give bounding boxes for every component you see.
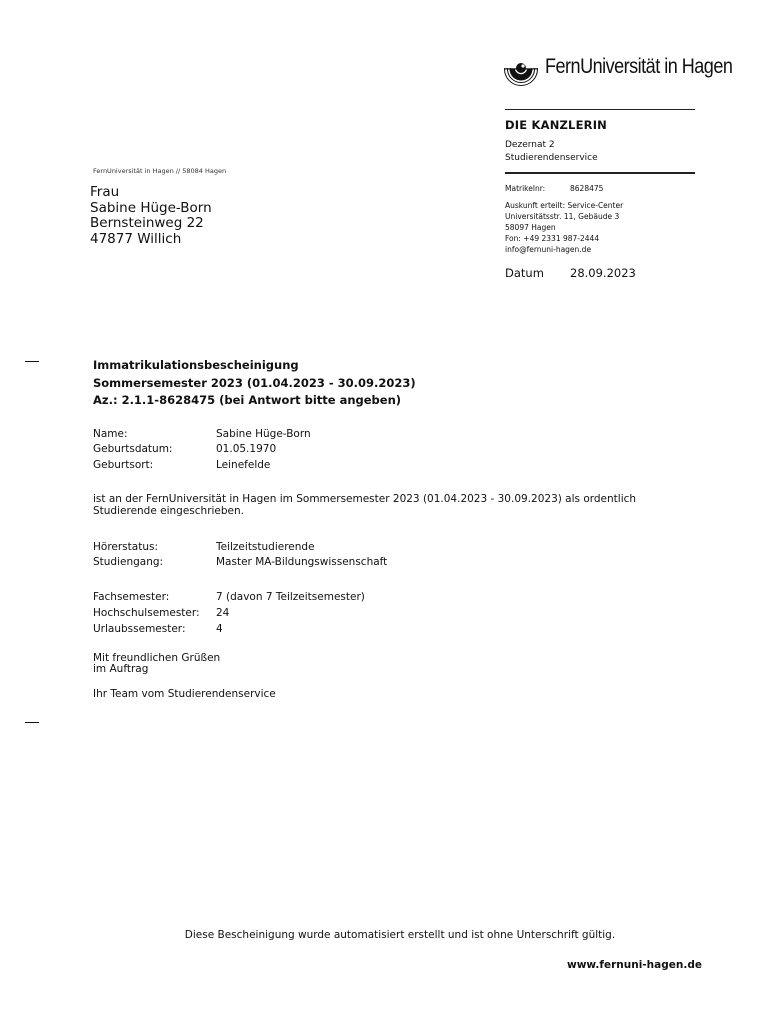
return-address: FernUniversität in Hagen // 58084 Hagen <box>93 167 227 175</box>
leave-semester-label: Urlaubssemester: <box>93 623 186 635</box>
footer-validity-note: Diese Bescheinigung wurde automatisiert erstellt und ist ohne Unterschrift gültig. <box>184 929 616 941</box>
subject-semester-value: 7 (davon 7 Teilzeitsemester) <box>216 591 365 603</box>
birthplace-value: Leinefelde <box>216 459 271 471</box>
university-logo-icon <box>503 51 539 87</box>
recipient-salutation: Frau <box>90 184 120 200</box>
program-label: Studiengang: <box>93 556 164 568</box>
student-status-label: Hörerstatus: <box>93 541 158 553</box>
sender-service: Studierendenservice <box>505 153 598 163</box>
header-divider <box>505 109 695 110</box>
birthplace-label: Geburtsort: <box>93 459 154 471</box>
sender-department: Dezernat 2 <box>505 140 555 150</box>
recipient-address <box>90 185 212 247</box>
program-value: Master MA-Bildungswissenschaft <box>216 556 388 568</box>
birthdate-value: 01.05.1970 <box>216 443 277 455</box>
date-label: Datum <box>505 266 544 280</box>
closing-greeting: Mit freundlichen Grüßen <box>93 652 221 664</box>
recipient-city: 47877 Willich <box>90 230 182 247</box>
sender-unit-title: DIE KANZLERIN <box>505 118 608 132</box>
university-logo-text: FernUniversität in Hagen <box>545 55 733 78</box>
footer-website-link[interactable]: www.fernuni-hagen.de <box>567 959 702 971</box>
contact-email: info@fernuni-hagen.de <box>505 245 592 254</box>
student-status-value: Teilzeitstudierende <box>216 541 315 553</box>
university-semester-value: 24 <box>216 607 230 619</box>
subject-reference: Az.: 2.1.1-8628475 (bei Antwort bitte angeben) <box>93 393 402 407</box>
contact-line: Universitätsstr. 11, Gebäude 3 <box>505 212 620 221</box>
name-label: Name: <box>93 428 128 440</box>
sender-divider <box>505 172 695 174</box>
letter-subject <box>93 357 416 410</box>
birthdate-label: Geburtsdatum: <box>93 443 173 455</box>
leave-semester-value: 4 <box>216 623 223 635</box>
fold-mark <box>25 722 39 723</box>
subject-title: Immatrikulationsbescheinigung <box>93 358 299 372</box>
subject-semester: Sommersemester 2023 (01.04.2023 - 30.09.2023) <box>93 375 416 390</box>
name-value: Sabine Hüge-Born <box>216 428 311 440</box>
closing-on-behalf: im Auftrag <box>93 663 149 675</box>
matrikel-value: 8628475 <box>570 184 604 193</box>
recipient-name: Sabine Hüge-Born <box>90 199 212 216</box>
university-semester-label: Hochschulsemester: <box>93 607 200 619</box>
matrikel-label: Matrikelnr: <box>505 184 546 193</box>
enrollment-statement: ist an der FernUniversität in Hagen im Sommersemester 2023 (01.04.2023 - 30.09.2023) als ordentlich Studierende eingeschrieben. <box>93 493 637 517</box>
recipient-street: Bernsteinweg 22 <box>90 215 204 232</box>
fold-mark <box>25 361 39 362</box>
contact-line: Auskunft erteilt: Service-Center <box>505 201 624 210</box>
date-value: 28.09.2023 <box>570 266 636 280</box>
contact-line: Fon: +49 2331 987-2444 <box>505 234 600 243</box>
subject-semester-label: Fachsemester: <box>93 591 170 603</box>
closing-signature-team: Ihr Team vom Studierendenservice <box>93 688 276 700</box>
contact-line: 58097 Hagen <box>505 223 556 232</box>
